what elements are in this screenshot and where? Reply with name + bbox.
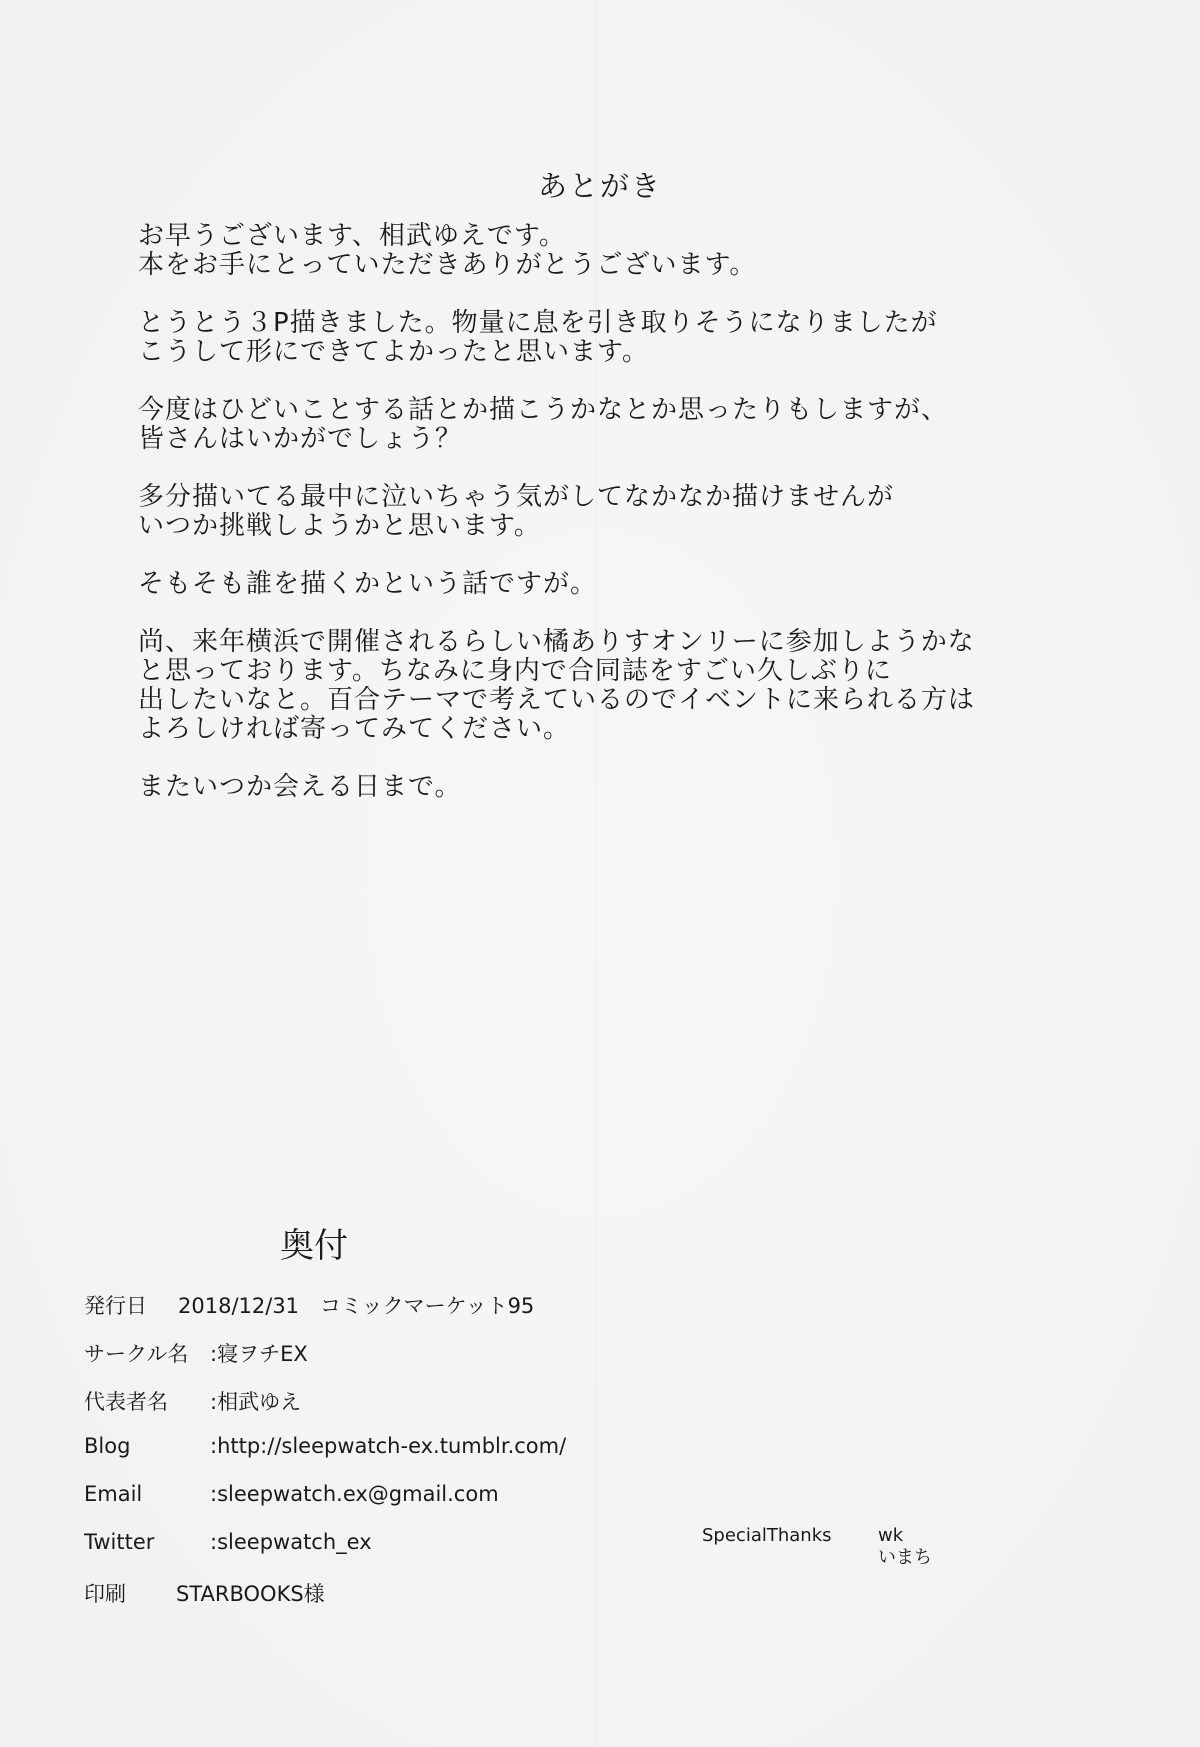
circle-name-value: :寝ヲチEX — [210, 1342, 308, 1366]
afterword-line: 多分描いてる最中に泣いちゃう気がしてなかなか描けませんが — [138, 482, 895, 512]
afterword-body — [138, 222, 1078, 831]
special-thanks-label: SpecialThanks — [702, 1525, 832, 1546]
afterword-paragraph — [138, 222, 1078, 280]
issue-date-label: 発行日 — [84, 1294, 147, 1318]
email-label: Email — [84, 1482, 143, 1506]
colophon-twitter-row — [84, 1530, 684, 1578]
afterword-paragraph — [138, 773, 1078, 802]
afterword-line: そもそも誰を描くかという話ですが。 — [138, 569, 598, 599]
afterword-line: 本をお手にとっていただきありがとうございます。 — [138, 250, 757, 280]
afterword-line: いつか挑戦しようかと思います。 — [138, 511, 541, 541]
colophon-email-row — [84, 1482, 684, 1530]
afterword-paragraph — [138, 309, 1078, 367]
afterword-line: とうとう３P描きました。物量に息を引き取りそうになりましたが — [138, 308, 938, 338]
afterword-line: 皆さんはいかがでしょう？ — [138, 424, 463, 454]
issue-date-value: 2018/12/31 コミックマーケット95 — [178, 1294, 535, 1318]
thanks-name: いまち — [878, 1547, 932, 1568]
twitter-label: Twitter — [84, 1530, 155, 1554]
colophon-circle-row — [84, 1338, 684, 1386]
colophon-rep-row — [84, 1386, 684, 1434]
email-address: :sleepwatch.ex@gmail.com — [210, 1482, 499, 1506]
afterword-line: こうして形にできてよかったと思います。 — [138, 337, 649, 367]
printer-label: 印刷 — [84, 1582, 126, 1606]
twitter-handle: :sleepwatch_ex — [210, 1530, 372, 1554]
afterword-paragraph — [138, 396, 1078, 454]
afterword-paragraph — [138, 570, 1078, 599]
afterword-paragraph — [138, 483, 1078, 541]
representative-label: 代表者名 — [84, 1390, 168, 1414]
colophon-title: 奥付 — [280, 1226, 348, 1266]
thanks-name: wk — [878, 1525, 904, 1546]
afterword-line: 出したいなと。百合テーマで考えているのでイベントに来られる方は — [138, 685, 976, 715]
afterword-line: 尚、来年横浜で開催されるらしい橘ありすオンリーに参加しようかな — [138, 627, 975, 657]
afterword-line: お早うございます、相武ゆえです。 — [138, 221, 566, 251]
blog-url: :http://sleepwatch-ex.tumblr.com/ — [210, 1434, 567, 1458]
special-thanks-names — [878, 1525, 932, 1569]
blog-label: Blog — [84, 1434, 131, 1458]
representative-value: :相武ゆえ — [210, 1390, 302, 1414]
colophon — [84, 1290, 684, 1626]
special-thanks — [702, 1525, 932, 1568]
circle-name-label: サークル名 — [84, 1342, 189, 1366]
afterword-line: よろしければ寄ってみてください。 — [138, 714, 571, 744]
colophon-blog-row — [84, 1434, 684, 1482]
afterword-title: あとがき — [537, 169, 662, 203]
colophon-issue-row — [84, 1290, 684, 1338]
afterword-line: と思っております。ちなみに身内で合同誌をすごい久しぶりに — [138, 656, 892, 686]
colophon-print-row — [84, 1578, 684, 1626]
afterword-line: またいつか会える日まで。 — [138, 772, 462, 802]
afterword-line: 今度はひどいことする話とか描こうかなとか思ったりもしますが、 — [138, 395, 949, 425]
afterword-paragraph — [138, 628, 1078, 744]
printer-value: STARBOOKS様 — [176, 1582, 325, 1606]
